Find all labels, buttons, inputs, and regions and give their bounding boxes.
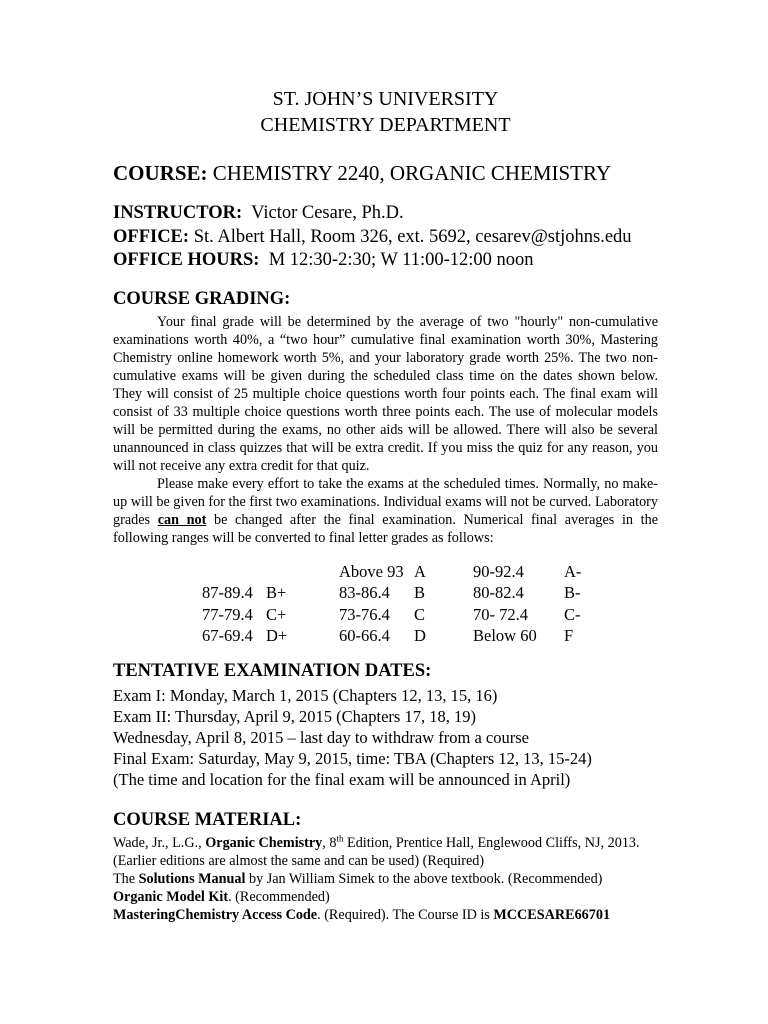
office-value: St. Albert Hall, Room 326, ext. 5692, cesarev@stjohns.edu xyxy=(189,226,632,247)
exam-date-line: Exam I: Monday, March 1, 2015 (Chapters 12, 13, 15, 16) xyxy=(113,685,498,705)
grade-range: Below 60 xyxy=(473,626,537,645)
course-material-heading: COURSE MATERIAL: xyxy=(113,809,302,830)
letter-grade: B+ xyxy=(266,583,287,602)
letter-grade: D+ xyxy=(266,626,288,645)
grading-heading: COURSE GRADING: xyxy=(113,288,291,309)
letter-grade: B xyxy=(414,583,426,602)
access-code-details: . (Required). The Course ID is xyxy=(317,906,494,923)
grading-paragraph-2 xyxy=(113,475,658,547)
grade-range: 60-66.4 xyxy=(339,626,390,645)
department-name: CHEMISTRY DEPARTMENT xyxy=(260,114,511,136)
textbook-edition: , 8 xyxy=(322,834,337,851)
letter-grade: B- xyxy=(564,583,581,602)
letter-grade: F xyxy=(564,626,574,645)
instructor-value: Victor Cesare, Ph.D. xyxy=(242,203,404,223)
instructor-line xyxy=(113,202,658,226)
model-kit-title: Organic Model Kit xyxy=(113,888,229,905)
access-code-title: MasteringChemistry Access Code xyxy=(113,906,318,923)
exam-date-line: Exam II: Thursday, April 9, 2015 (Chapters 17, 18, 19) xyxy=(113,706,476,726)
course-id: MCCESARE66701 xyxy=(493,906,611,923)
textbook-details: Edition, Prentice Hall, Englewood Cliffs, NJ, 2013. (Earlier editions are almost the same and can be used) (Required) xyxy=(113,834,640,869)
document-header xyxy=(113,86,658,138)
course-label: COURSE: xyxy=(113,161,208,185)
course-value: CHEMISTRY 2240, ORGANIC CHEMISTRY xyxy=(207,161,612,185)
exam-dates-list xyxy=(113,685,658,790)
material-textbook xyxy=(113,834,658,870)
exam-date-line: Final Exam: Saturday, May 9, 2015, time: TBA (Chapters 12, 13, 15-24) xyxy=(113,748,592,768)
grade-range: 80-82.4 xyxy=(473,583,524,602)
grading-paragraph-2-end: be changed after the final examination. Numerical final averages in the following ranges will be converted to final letter grades as follows: xyxy=(113,511,658,546)
exam-date-line: Wednesday, April 8, 2015 – last day to withdraw from a course xyxy=(113,727,529,747)
grade-range: 83-86.4 xyxy=(339,583,390,602)
office-hours-value: M 12:30-2:30; W 11:00-12:00 noon xyxy=(259,250,534,270)
course-line xyxy=(113,160,658,186)
grade-range: 73-76.4 xyxy=(339,604,390,624)
textbook-author: Wade, Jr., L.G., xyxy=(113,834,206,851)
grade-range: 90-92.4 xyxy=(473,561,524,581)
office-hours-line xyxy=(113,249,658,273)
course-material-list xyxy=(113,834,658,924)
grade-range: 67-69.4 xyxy=(202,626,253,645)
grade-range: 87-89.4 xyxy=(202,583,253,602)
grading-paragraph-1: Your final grade will be determined by the average of two "hourly" non-cumulative examinations worth 40%, a “two hour” cumulative final examination worth 30%, Mastering Chemistry online homework worth 5%, and your laboratory grade worth 25%. The two non-cumulative exams will be given during the scheduled class time on the dates shown below. They will consist of 25 multiple choice questions worth four points each. The final exam will consist of 33 multiple choice questions worth three points each. The use of molecular models will be permitted during the exams, no other aids will be allowed. There will also be several unannounced in class quizzes that will be extra credit. If you miss the quiz for any reason, you will not receive any extra credit for that quiz. xyxy=(113,313,658,474)
letter-grade: C xyxy=(414,604,426,624)
grade-range: Above 93 xyxy=(339,561,404,581)
material-solutions-manual xyxy=(113,870,658,888)
grade-scale-table xyxy=(113,561,658,647)
exam-date-line: (The time and location for the final exam will be announced in April) xyxy=(113,769,571,789)
letter-grade: D xyxy=(414,626,426,645)
grade-range: 70- 72.4 xyxy=(473,604,528,624)
instructor-info xyxy=(113,202,658,273)
grade-range: 77-79.4 xyxy=(202,604,253,624)
edition-superscript: th xyxy=(336,832,344,843)
office-label: OFFICE: xyxy=(113,226,190,247)
instructor-label: INSTRUCTOR: xyxy=(113,203,243,223)
letter-grade: A- xyxy=(564,561,582,581)
office-line xyxy=(113,226,658,250)
can-not-emphasis: can not xyxy=(157,511,207,528)
textbook-title: Organic Chemistry xyxy=(205,834,323,851)
solutions-details: by Jan William Simek to the above textbook. (Recommended) xyxy=(245,870,603,887)
material-model-kit xyxy=(113,888,658,906)
letter-grade: C- xyxy=(564,604,581,624)
syllabus-page xyxy=(113,86,658,924)
grading-paragraph-2-start: Please make every effort to take the exams at the scheduled times. Normally, no make-up will be given for the first two examinations. Individual exams will not be curved. Laboratory grades xyxy=(113,475,658,528)
model-kit-details: . (Recommended) xyxy=(228,888,330,905)
solutions-title: Solutions Manual xyxy=(138,870,246,887)
solutions-prefix: The xyxy=(113,870,139,887)
university-name: ST. JOHN’S UNIVERSITY xyxy=(272,88,499,110)
letter-grade: C+ xyxy=(266,604,287,624)
material-access-code xyxy=(113,906,658,924)
letter-grade: A xyxy=(414,561,426,581)
exam-dates-heading: TENTATIVE EXAMINATION DATES: xyxy=(113,660,432,681)
office-hours-label: OFFICE HOURS: xyxy=(113,250,260,270)
